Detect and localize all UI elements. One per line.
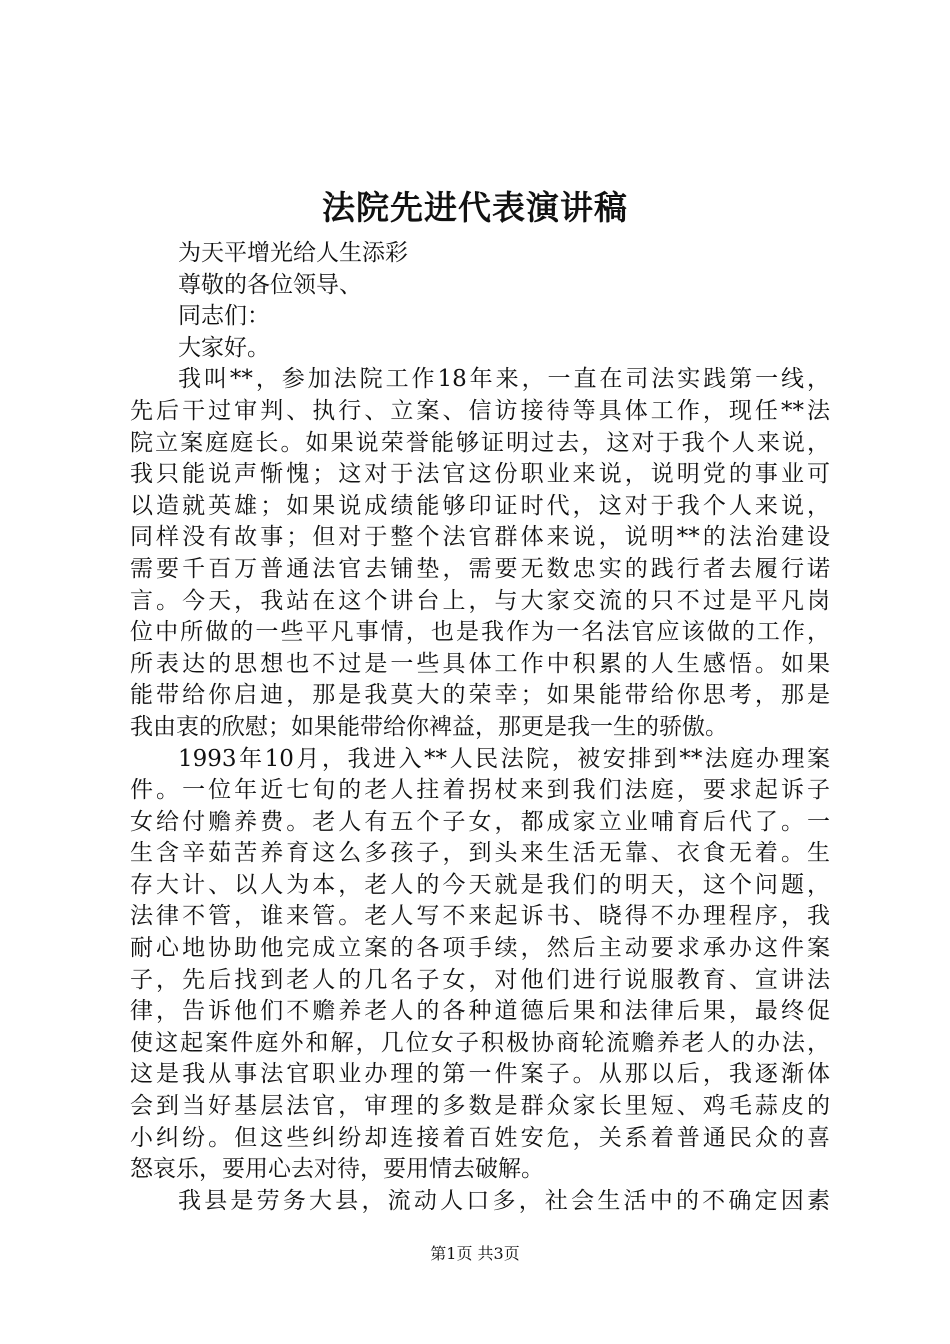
subtitle-line: 为天平增光给人生添彩 [178,240,408,266]
paragraph-line: 言。今天，我站在这个讲台上，与大家交流的只不过是平凡岗 [130,587,830,614]
paragraph-line: 怒哀乐，要用心去对待，要用情去破解。 [130,1156,544,1183]
document-body [130,238,830,1217]
paragraph-line: 使这起案件庭外和解，几位女子积极协商轮流赡养老人的办法， [130,1029,830,1056]
paragraph-line: 这是我从事法官职业办理的第一件案子。从那以后，我逐渐体 [130,1061,830,1088]
greeting-line: 大家好。 [178,334,270,361]
paragraph-line: 生含辛茹苦养育这么多孩子，到头来生活无靠、衣食无着。生 [130,840,830,867]
paragraph-line: 需要千百万普通法官去铺垫，需要无数忠实的践行者去履行诺 [130,555,830,582]
paragraph-line: 法律不管，谁来管。老人写不来起诉书、晓得不办理程序，我 [130,903,830,930]
salutation-line: 尊敬的各位领导、 [178,271,362,298]
paragraph-line: 我县是劳务大县，流动人口多，社会生活中的不确定因素 [178,1187,830,1214]
paragraph-line: 我叫**，参加法院工作18年来，一直在司法实践第一线， [178,366,830,393]
paragraph-line: 女给付赡养费。老人有五个子女，都成家立业哺育后代了。一 [130,808,830,835]
document-title: 法院先进代表演讲稿 [322,188,628,227]
paragraph-line: 同样没有故事；但对于整个法官群体来说，说明**的法治建设 [130,524,830,551]
paragraph-line: 律，告诉他们不赡养老人的各种道德后果和法律后果，最终促 [130,998,830,1025]
paragraph-line: 我只能说声惭愧；这对于法官这份职业来说，说明党的事业可 [130,461,830,488]
paragraph-line: 1993年10月，我进入**人民法院，被安排到**法庭办理案 [178,745,830,772]
salutation-line: 同志们： [178,303,270,330]
paragraph-line: 件。一位年近七旬的老人拄着拐杖来到我们法庭，要求起诉子 [130,777,830,804]
paragraph-line: 以造就英雄；如果说成绩能够印证时代，这对于我个人来说， [130,492,830,519]
paragraph-line: 位中所做的一些平凡事情，也是我作为一名法官应该做的工作， [130,619,830,646]
paragraph-line: 能带给你启迪，那是我莫大的荣幸；如果能带给你思考，那是 [130,682,830,709]
paragraph-line: 先后干过审判、执行、立案、信访接待等具体工作，现任**法 [130,397,830,424]
paragraph-line: 院立案庭庭长。如果说荣誉能够证明过去，这对于我个人来说， [130,429,830,456]
paragraph-line: 子，先后找到老人的几名子女，对他们进行说服教育、宣讲法 [130,966,830,993]
paragraph-line: 所表达的思想也不过是一些具体工作中积累的人生感悟。如果 [130,650,830,677]
paragraph-line: 耐心地协助他完成立案的各项手续，然后主动要求承办这件案 [130,935,830,962]
page-number: 第1页 共3页 [430,1244,520,1263]
paragraph-line: 我由衷的欣慰；如果能带给你裨益，那更是我一生的骄傲。 [130,713,728,740]
paragraph-line: 会到当好基层法官，审理的多数是群众家长里短、鸡毛蒜皮的 [130,1093,830,1120]
paragraph-line: 小纠纷。但这些纠纷却连接着百姓安危，关系着普通民众的喜 [130,1124,830,1151]
paragraph-line: 存大计、以人为本，老人的今天就是我们的明天，这个问题， [130,871,830,898]
